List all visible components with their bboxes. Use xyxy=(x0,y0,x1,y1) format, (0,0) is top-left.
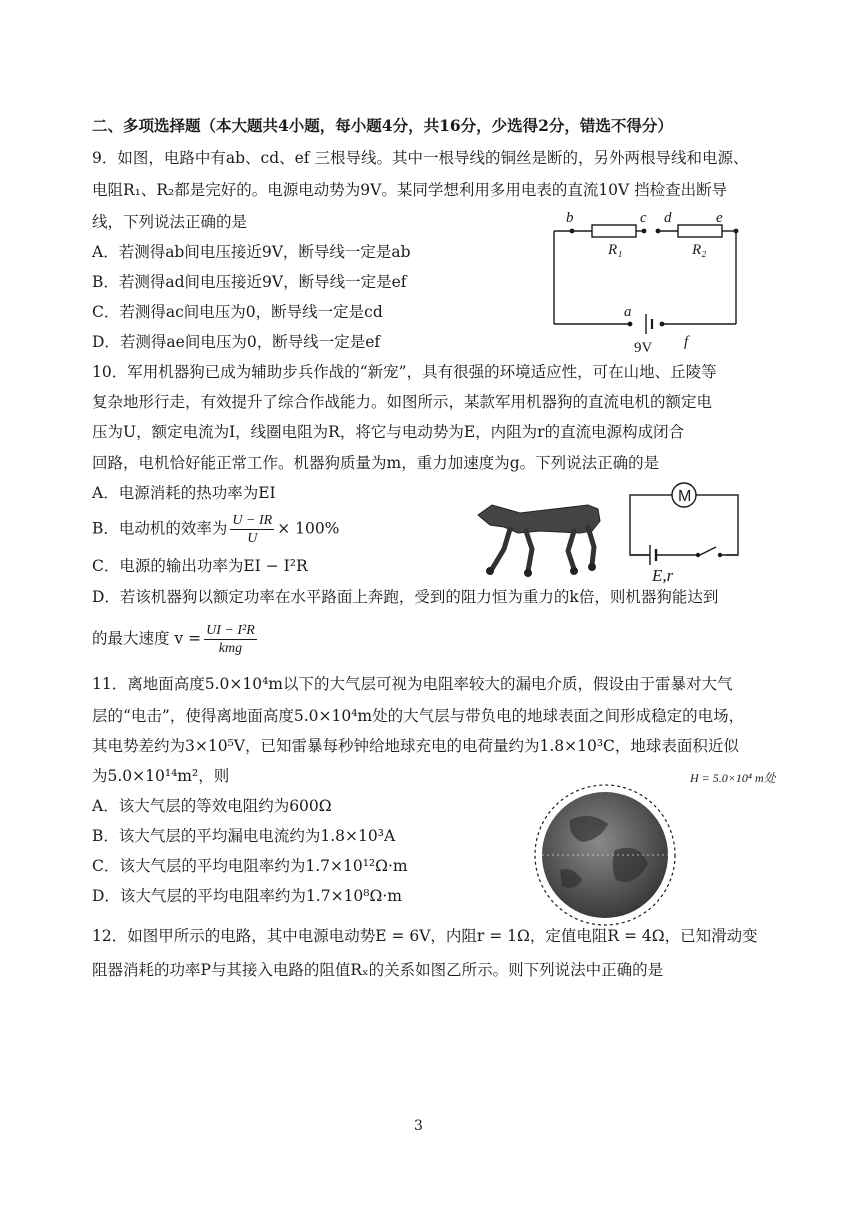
q9-stem-line1: 9．如图，电路中有ab、cd、ef 三根导线。其中一根导线的铜丝是断的，另外两根导线和电源、 xyxy=(92,149,749,167)
q10-option-c: C．电源的输出功率为EI − I²R xyxy=(92,557,308,575)
q9-label-r1: R₁ xyxy=(608,242,623,258)
q9-option-a: A．若测得ab间电压接近9V，断导线一定是ab xyxy=(92,243,411,261)
q10-option-b xyxy=(92,512,339,547)
q10-option-b-suffix: × 100% xyxy=(277,519,340,538)
q9-circuit-figure xyxy=(548,206,748,356)
q9-node-e: e xyxy=(716,210,723,226)
q11-stem-line1: 11．离地面高度5.0×10⁴m以下的大气层可视为电阻率较大的漏电介质，假设由于雷暴对大气 xyxy=(92,675,733,693)
section-heading: 二、多项选择题（本大题共4小题，每小题4分，共16分，少选得2分，错选不得分） xyxy=(92,116,673,135)
q10-circuit-figure xyxy=(624,477,749,592)
q9-stem-line2: 电阻R₁、R₂都是完好的。电源电动势为9V。某同学想利用多用电表的直流10V 挡检查出断导 xyxy=(92,181,728,199)
q10-option-d-line1: D．若该机器狗以额定功率在水平路面上奔跑，受到的阻力恒为重力的k倍，则机器狗能达到 xyxy=(92,588,719,606)
q10-efficiency-fraction xyxy=(230,512,274,547)
q9-node-f: f xyxy=(684,334,689,350)
q11-stem-line4: 为5.0×10¹⁴m²，则 xyxy=(92,767,230,785)
earth-figure xyxy=(530,780,680,930)
q11-stem-line2: 层的“电击”，使得离地面高度5.0×10⁴m处的大气层与带负电的地球表面之间形成稳定的电场， xyxy=(92,707,745,725)
q9-option-c: C．若测得ac间电压为0，断导线一定是cd xyxy=(92,303,383,321)
q9-option-b: B．若测得ad间电压接近9V，断导线一定是ef xyxy=(92,273,407,291)
q10-stem-line4: 回路，电机恰好能正常工作。机器狗质量为m，重力加速度为g。下列说法正确的是 xyxy=(92,454,660,472)
q10-speed-numerator: UI − I²R xyxy=(206,623,255,638)
q9-option-d: D．若测得ae间电压为0，断导线一定是ef xyxy=(92,333,381,351)
q11-option-d: D．该大气层的平均电阻率约为1.7×10⁸Ω·m xyxy=(92,887,402,905)
q11-option-b: B．该大气层的平均漏电电流约为1.8×10³A xyxy=(92,827,396,845)
q10-stem-line2: 复杂地形行走，有效提升了综合作战能力。如图所示，某款军用机器狗的直流电机的额定电 xyxy=(92,393,713,411)
q10-efficiency-numerator: U − IR xyxy=(232,513,273,528)
q9-node-d: d xyxy=(664,210,672,226)
q9-label-r2: R₂ xyxy=(692,242,707,258)
q10-motor-label: M xyxy=(678,488,692,505)
q10-source-label: E,r xyxy=(652,566,674,585)
q9-label-emf: 9V xyxy=(634,340,653,356)
q11-option-a: A．该大气层的等效电阻约为600Ω xyxy=(92,797,332,815)
robot-dog-photo xyxy=(470,487,620,582)
q9-stem-line3: 线，下列说法正确的是 xyxy=(92,213,248,231)
q10-option-d-prefix: 的最大速度 v = xyxy=(92,629,202,648)
q10-stem-line1: 10．军用机器狗已成为辅助步兵作战的“新宠”，具有很强的环境适应性，可在山地、丘陵等 xyxy=(92,363,717,381)
q9-node-b: b xyxy=(566,210,574,226)
q10-option-d-line2 xyxy=(92,622,260,657)
q10-speed-denominator: kmg xyxy=(218,641,243,656)
q10-speed-fraction xyxy=(204,622,257,657)
q12-stem-line2: 阻器消耗的功率P与其接入电路的阻值Rₓ的关系如图乙所示。则下列说法中正确的是 xyxy=(92,961,664,979)
q9-node-a: a xyxy=(624,304,632,320)
q10-efficiency-denominator: U xyxy=(247,531,258,546)
q11-height-label: H = 5.0×10⁴ m处 xyxy=(690,771,776,785)
q11-option-c: C．该大气层的平均电阻率约为1.7×10¹²Ω·m xyxy=(92,857,408,875)
q10-option-b-prefix: B．电动机的效率为 xyxy=(92,519,228,538)
q11-stem-line3: 其电势差约为3×10⁵V，已知雷暴每秒钟给地球充电的电荷量约为1.8×10³C，地球表面积近似 xyxy=(92,737,739,755)
q10-stem-line3: 压为U，额定电流为I，线圈电阻为R，将它与电动势为E，内阻为r的直流电源构成闭合 xyxy=(92,423,685,441)
page-number: 3 xyxy=(414,1118,423,1134)
q10-option-a: A．电源消耗的热功率为EI xyxy=(92,484,276,502)
q12-stem-line1: 12．如图甲所示的电路，其中电源电动势E = 6V，内阻r = 1Ω，定值电阻R = 4Ω，已知滑动变 xyxy=(92,927,758,945)
q9-node-c: c xyxy=(640,210,647,226)
